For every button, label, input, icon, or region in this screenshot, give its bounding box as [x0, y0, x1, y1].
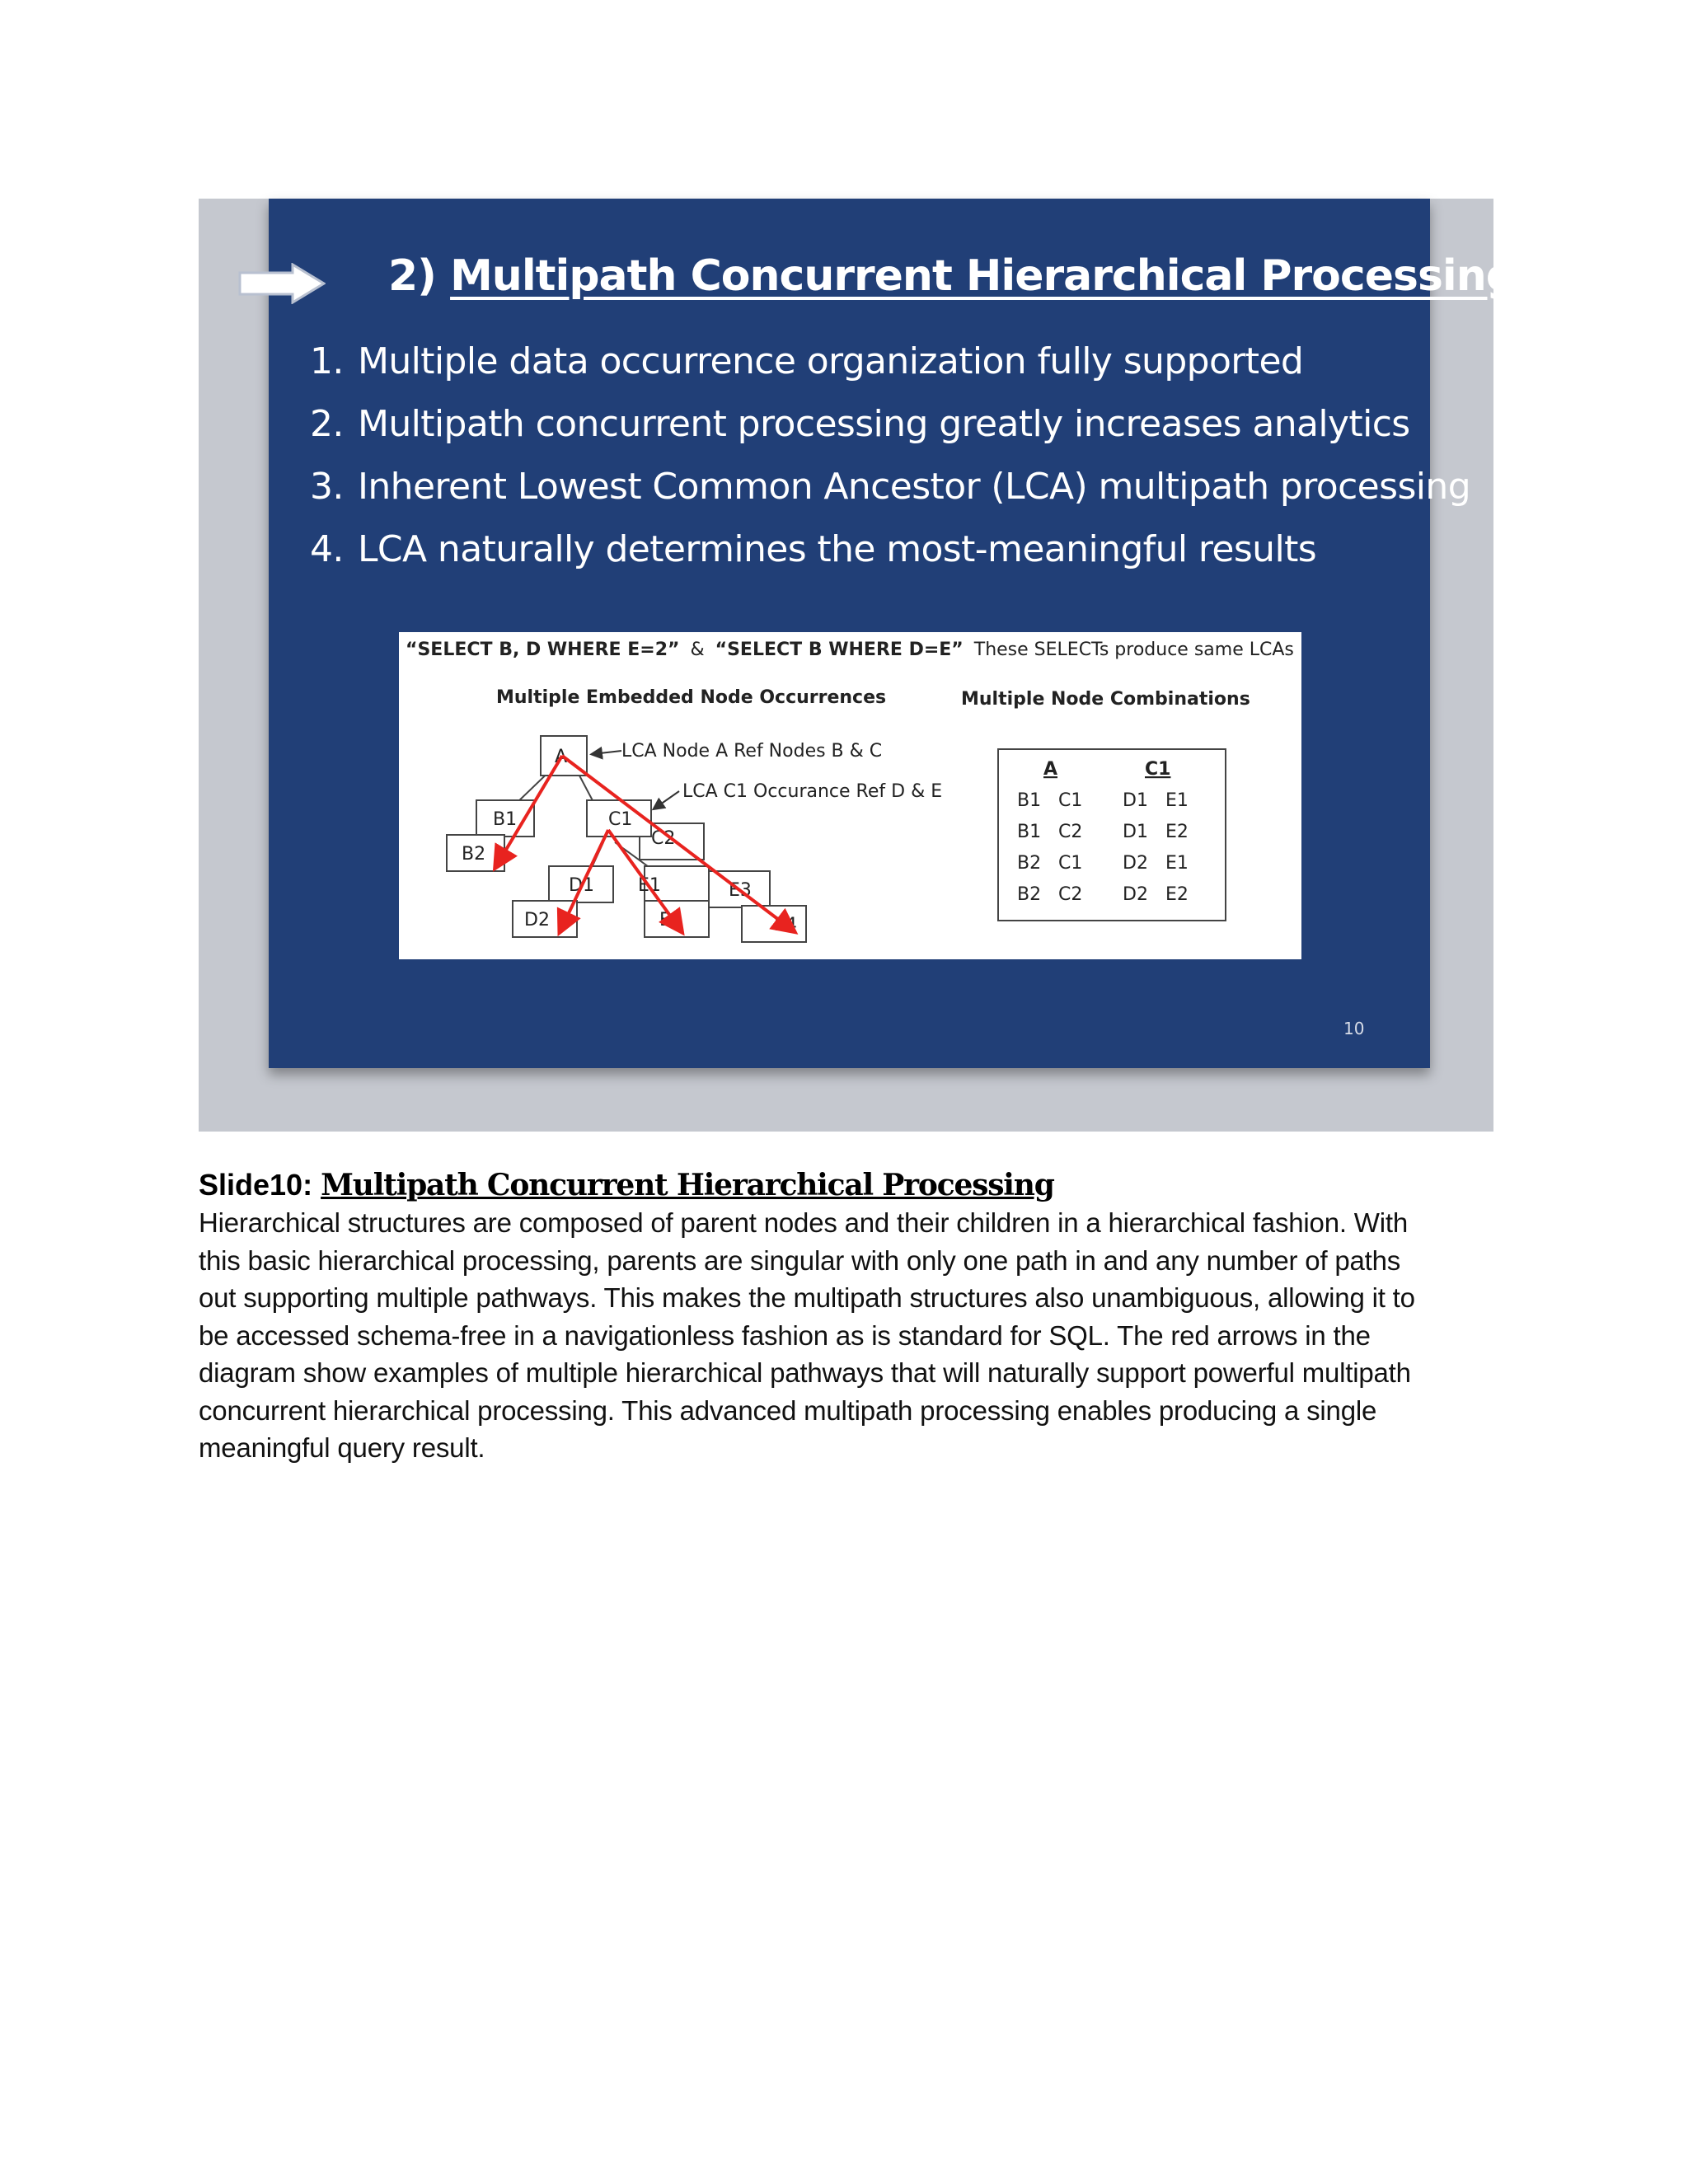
node-label: E1	[638, 875, 661, 896]
node-label: D1	[569, 875, 594, 896]
right-heading: Multiple Node Combinations	[961, 689, 1250, 710]
bullet-item: 1. Multiple data occurrence organization fully supported	[310, 340, 1304, 382]
caption-query-2: “SELECT B WHERE D=E”	[715, 640, 964, 660]
caption-ampersand: &	[690, 640, 705, 660]
annotation-arrow-a	[593, 751, 621, 754]
bullet-item: 3. Inherent Lowest Common Ancestor (LCA) multipath processing	[310, 466, 1471, 508]
node-label: C1	[608, 809, 633, 830]
notes-line: concurrent hierarchical processing. This advanced multipath processing enables producing a single	[199, 1394, 1377, 1426]
table-cell: E1	[1165, 853, 1189, 874]
bullet-item: 2. Multipath concurrent processing greatly increases analytics	[310, 403, 1410, 445]
table-header-c1: C1	[1145, 759, 1171, 780]
table-cell: E2	[1165, 822, 1189, 842]
slide-image	[199, 199, 1516, 1132]
table-cell: D1	[1123, 790, 1148, 811]
table-cell: B1	[1017, 790, 1042, 811]
notes-label: Slide10:	[199, 1168, 313, 1202]
notes-heading	[199, 1166, 1501, 1204]
bullet-item: 4. LCA naturally determines the most-meaningful results	[310, 528, 1317, 570]
node-boxes	[447, 736, 806, 942]
annotation-a: LCA Node A Ref Nodes B & C	[621, 741, 883, 762]
table-cell: E1	[1165, 790, 1189, 811]
node-label: E4	[774, 915, 797, 935]
notes-line: out supporting multiple pathways. This makes the multipath structures also unambiguous, allowing it to	[199, 1282, 1415, 1313]
table-cell: D1	[1123, 822, 1148, 842]
left-heading: Multiple Embedded Node Occurrences	[496, 687, 887, 708]
node-label: C2	[651, 828, 676, 849]
table-cell: E2	[1165, 884, 1189, 905]
node-label: B2	[462, 844, 486, 865]
table-cell: C2	[1058, 884, 1083, 905]
table-cell: D2	[1123, 884, 1148, 905]
right-arrow-icon	[238, 263, 326, 304]
table-cell: C2	[1058, 822, 1083, 842]
table-cell: B1	[1017, 822, 1042, 842]
slide-title-number: 2)	[388, 251, 436, 301]
annotation-arrow-c1	[654, 791, 679, 808]
node-label: D2	[524, 910, 550, 930]
table-header-a: A	[1043, 759, 1058, 780]
table-cell: B2	[1017, 853, 1042, 874]
notes-body	[199, 1204, 1501, 1467]
table-cell: C1	[1058, 853, 1083, 874]
notes-line: meaningful query result.	[199, 1432, 485, 1463]
notes-title: Multipath Concurrent Hierarchical Processing	[321, 1168, 1054, 1202]
node-label: B1	[493, 809, 518, 830]
node-label: A	[555, 747, 568, 767]
caption-query-1: “SELECT B, D WHERE E=2”	[406, 640, 680, 660]
slide-number: 10	[1343, 1019, 1365, 1038]
slide-notes	[199, 1166, 1501, 1467]
notes-line: Hierarchical structures are composed of parent nodes and their children in a hierarchical fashion. With	[199, 1207, 1408, 1238]
annotation-c1: LCA C1 Occurance Ref D & E	[682, 781, 943, 802]
table-cell: D2	[1123, 853, 1148, 874]
hierarchy-diagram	[399, 632, 1301, 959]
node-label: E2	[659, 910, 682, 930]
svg-text:“SELECT B, D WHERE E=2”	[406, 640, 1294, 660]
slide	[269, 199, 1516, 1068]
hierarchy-figure	[399, 632, 1301, 959]
notes-line: this basic hierarchical processing, parents are singular with only one path in and any number of paths	[199, 1244, 1401, 1276]
node-label: E3	[729, 880, 752, 901]
bullet-list	[310, 330, 1470, 581]
table-cell: B2	[1017, 884, 1042, 905]
caption-rest: These SELECTs produce same LCAs	[973, 640, 1294, 660]
table-cell: C1	[1058, 790, 1083, 811]
slide-title	[388, 251, 1516, 301]
slide-title-text: Multipath Concurrent Hierarchical Processing	[450, 251, 1516, 301]
notes-line: diagram show examples of multiple hierarchical pathways that will naturally support powerful multipath	[199, 1357, 1411, 1388]
notes-line: be accessed schema-free in a navigationless fashion as is standard for SQL. The red arrows in the	[199, 1319, 1371, 1351]
